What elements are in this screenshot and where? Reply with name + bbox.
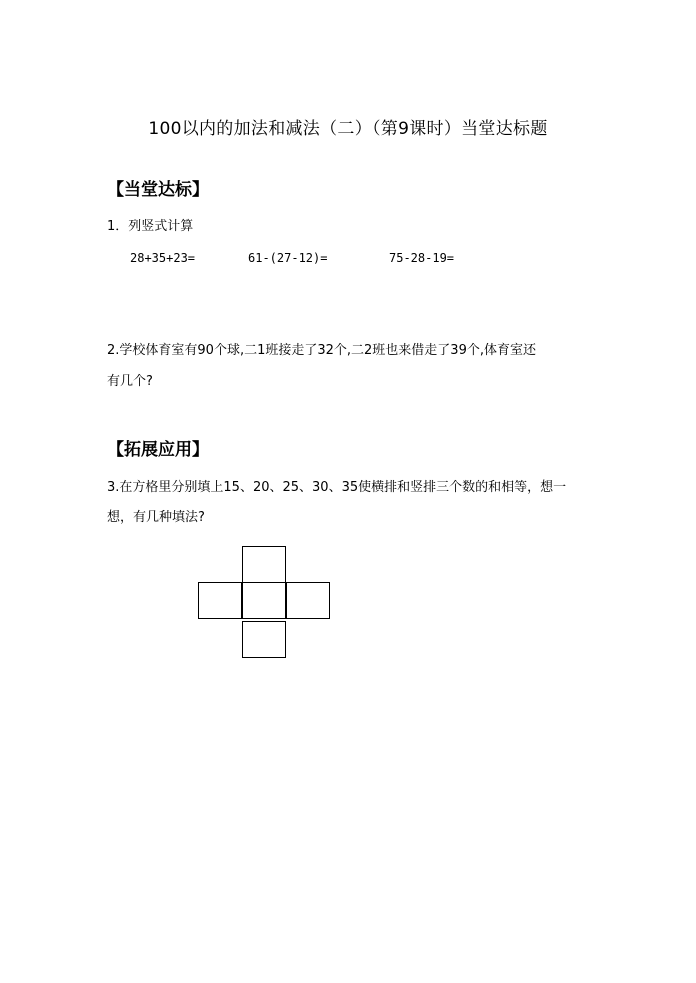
question-2-line-1: 2.学校体育室有90个球,二1班接走了32个,二2班也来借走了39个,体育室还 <box>107 343 536 358</box>
question-2-line-2: 有几个? <box>107 374 153 389</box>
grid-cell-right <box>286 582 330 619</box>
grid-cell-center <box>242 582 286 619</box>
grid-cell-bottom <box>242 621 286 658</box>
question-3-line-2: 想，有几种填法? <box>107 510 205 525</box>
page-title: 100以内的加法和减法（二）（第9课时）当堂达标题 <box>148 119 548 139</box>
section-heading-class-practice: 【当堂达标】 <box>107 180 209 200</box>
exercise-1: 28+35+23= <box>130 251 196 265</box>
grid-cell-top <box>242 546 286 583</box>
exercise-3: 75-28-19= <box>389 251 455 265</box>
exercise-2: 61-(27-12)= <box>248 251 328 265</box>
question-3-line-1: 3.在方格里分别填上15、20、25、30、35使横排和竖排三个数的和相等，想一 <box>107 480 567 495</box>
question-1-label: 1．列竖式计算 <box>107 219 194 234</box>
grid-cell-left <box>198 582 242 619</box>
section-heading-extension: 【拓展应用】 <box>107 440 209 460</box>
